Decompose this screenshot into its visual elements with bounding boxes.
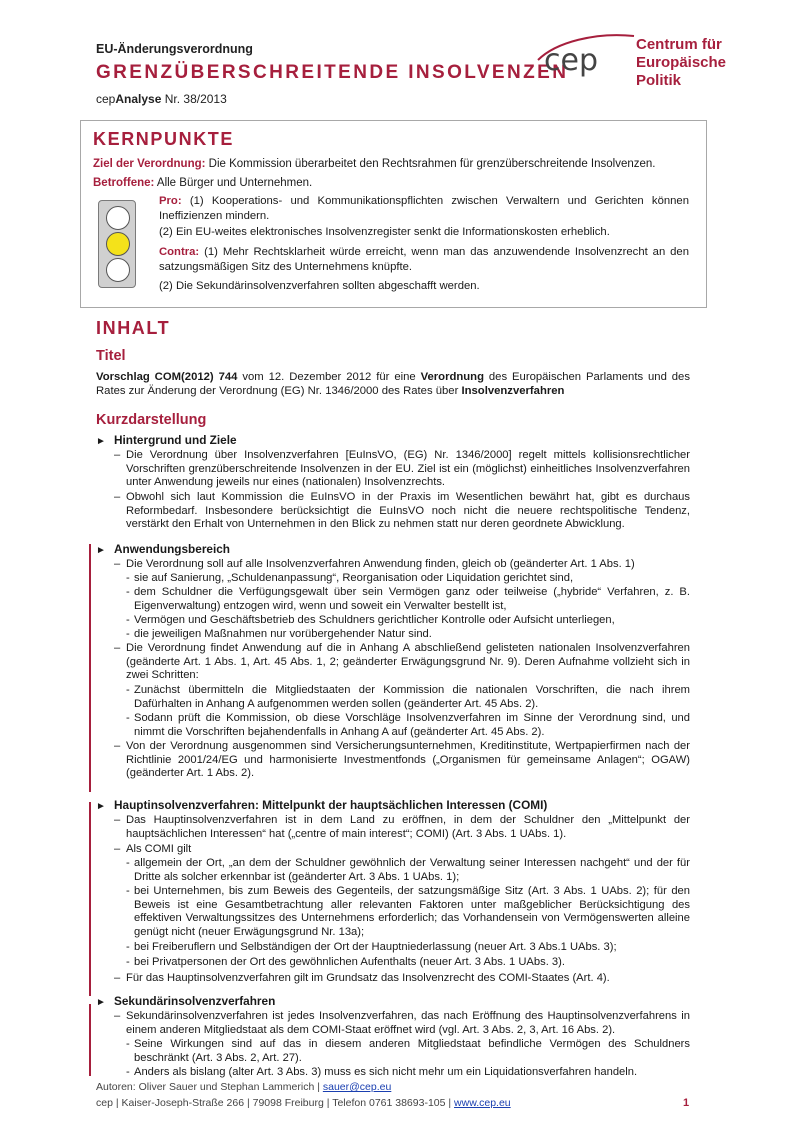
contra-2: (2) Die Sekundärinsolvenzverfahren sollten abgeschafft werden. [159, 280, 480, 292]
pro-2: (2) Ein EU-weites elektronisches Insolvenzregister senkt die Informationskosten erheblich. [159, 226, 610, 238]
goal-line: Ziel der Verordnung: Die Kommission überarbeitet den Rechtsrahmen für grenzüberschreitende Insolvenzen. [93, 158, 656, 170]
sub-item: - die jeweiligen Maßnahmen nur vorübergehender Natur sind. [126, 628, 432, 640]
sub-item: - allgemein der Ort, „an dem der Schuldner gewöhnlich der Verwaltung seiner Interessen nachgeht“ und der für Dritte als solcher erkennbar ist (geänderter Art. 3 Abs. 1 UAbs. 1); [126, 857, 690, 883]
list-item: – Von der Verordnung ausgenommen sind Versicherungsunternehmen, Kreditinstitute, Wertpapierfirmen nach der Richtlinie 2001/24/EG und harmonisierte Investmentfonds („Organismen für gemeinsame Anlagen“; OGAW) (geänderter Art. 1 Abs. 2). [114, 740, 690, 780]
content-heading: INHALT [96, 318, 171, 338]
list-item: – Als COMI gilt [114, 843, 192, 855]
triangle-right-icon: ► [96, 997, 106, 1008]
section-comi: ► Hauptinsolvenzverfahren: Mittelpunkt der hauptsächlichen Interessen (COMI) [96, 798, 548, 812]
authors-line: Autoren: Oliver Sauer und Stephan Lammerich | sauer@cep.eu [96, 1081, 392, 1093]
cep-logo [536, 32, 756, 92]
sub-item: - Sodann prüft die Kommission, ob diese Vorschläge Insolvenzverfahren im Sinne der Verordnung sind, und nimmt die Vorschriften bejahendenfalls in Anhang A auf (geänderter Art. 45 Abs. 2). [126, 712, 690, 738]
title-text: Vorschlag COM(2012) 744 vom 12. Dezember 2012 für eine Verordnung des Europäischen Parlaments und des Rates zur Änderung der Verordnung (EG) Nr. 1346/2000 des Rates über Insolvenzverfahren [96, 371, 690, 397]
change-bar [89, 544, 91, 792]
list-item: – Sekundärinsolvenzverfahren ist jedes Insolvenzverfahren, das nach Eröffnung des Hauptinsolvenzverfahrens in einem anderen Mitgliedstaat als dem COMI-Staat eröffnet wird (vgl. Art. 3 Abs. 2, 3, Art. 16 Abs. 2). [114, 1010, 690, 1036]
key-points-heading: KERNPUNKTE [93, 129, 235, 149]
triangle-right-icon: ► [96, 436, 106, 447]
list-item: – Für das Hauptinsolvenzverfahren gilt im Grundsatz das Insolvenzrecht des COMI-Staates (Art. 4). [114, 972, 610, 984]
author-email-link[interactable]: sauer@cep.eu [322, 1081, 392, 1093]
section-background: ► Hintergrund und Ziele [96, 433, 237, 447]
logo-wordmark: cep [544, 43, 598, 78]
issue-number: cepAnalyse Nr. 38/2013 [96, 92, 227, 106]
sub-item: - bei Privatpersonen der Ort des gewöhnlichen Aufenthalts (neuer Art. 3 Abs. 1 UAbs. 3). [126, 956, 565, 968]
triangle-right-icon: ► [96, 545, 106, 556]
sub-item: - sie auf Sanierung, „Schuldenanpassung“, Reorganisation oder Liquidation gerichtet sind, [126, 572, 574, 584]
document-kicker: EU-Änderungsverordnung [96, 42, 253, 56]
traffic-light-middle [106, 232, 130, 256]
pro-1: Pro: (1) Kooperations- und Kommunikationspflichten zwischen Verwaltern und Gerichten können Ineffizienzen mindern. [159, 195, 689, 222]
triangle-right-icon: ► [96, 801, 106, 812]
contra-1: Contra: (1) Mehr Rechtsklarheit würde erreicht, wenn man das anzuwendende Insolvenzrecht an den satzungsmäßigen Sitz des Unternehmens knüpfte. [159, 246, 689, 273]
title-heading: Titel [96, 348, 126, 364]
list-item: – Das Hauptinsolvenzverfahren ist in dem Land zu eröffnen, in dem der Schuldner den „Mittelpunkt der hauptsächlichen Interessen“ hat („centre of main interest“; COMI) (Art. 3 Abs. 1 UAbs. 1). [114, 814, 690, 840]
document-title: GRENZÜBERSCHREITENDE INSOLVENZEN [96, 62, 569, 83]
traffic-light-icon [98, 200, 136, 288]
summary-heading: Kurzdarstellung [96, 412, 207, 428]
sub-item: - Zunächst übermitteln die Mitgliedstaaten der Kommission die nationalen Vorschriften, die nach ihrem Dafürhalten in Anhang A aufgenommen werden sollen (geänderter Art. 45 Abs. 2). [126, 684, 690, 710]
traffic-light-bottom [106, 258, 130, 282]
logo-text: Centrum für Europäische Politik [636, 36, 727, 89]
address-line: cep | Kaiser-Joseph-Straße 266 | 79098 Freiburg | Telefon 0761 38693-105 | www.cep.eu [96, 1097, 511, 1109]
section-scope: ► Anwendungsbereich [96, 542, 231, 556]
list-item: – Die Verordnung über Insolvenzverfahren [EuInsVO, (EG) Nr. 1346/2000] regelt mittels kollisionsrechtlicher Vorschriften grenzüberschreitende Insolvenzen in der EU. Ziel ist ein (möglichst) einheitliches Insolvenzverfahren unter Anwendung jeweils nur eines (nationalen) Insolvenzrechts. [114, 449, 690, 489]
change-bar [89, 1004, 91, 1076]
section-secondary: ► Sekundärinsolvenzverfahren [96, 994, 276, 1008]
sub-item: - dem Schuldner die Verfügungsgewalt über sein Vermögen ganz oder teilweise („hybride“ Verfahren, z. B. Eigenverwaltung) entzogen wird, wenn und soweit ein Verwalter bestellt ist, [126, 586, 690, 612]
traffic-light-top [106, 206, 130, 230]
list-item: – Obwohl sich laut Kommission die EuInsVO in der Praxis im Wesentlichen bewährt hat, gibt es durchaus Reformbedarf. Insbesondere berücksichtigt die EuInsVO noch nicht die neuere rechtspolitische Tendenz, verstärkt den Erhalt von Unternehmen in den Blick zu nehmen statt nur deren geordnete Abwicklung. [114, 491, 690, 531]
page-number: 1 [683, 1097, 690, 1109]
cep-logo-icon [536, 32, 636, 82]
affected-line: Betroffene: Alle Bürger und Unternehmen. [93, 177, 313, 189]
list-item: – Die Verordnung findet Anwendung auf die in Anhang A abschließend gelisteten nationalen Insolvenzverfahren (geänderte Art. 1 Abs. 1, Art. 45 Abs. 1, 2; geänderter Erwägungsgrund Nr. 9). Deren Aufnahme vollzieht sich in zwei Schritten: [114, 642, 690, 682]
key-points-box [80, 120, 707, 308]
sub-item: - Vermögen und Geschäftsbetrieb des Schuldners gerichtlicher Kontrolle oder Aufsicht unterliegen, [126, 614, 615, 626]
sub-item: - Seine Wirkungen sind auf das in diesem anderen Mitgliedstaat befindliche Vermögen des Schuldners beschränkt (Art. 3 Abs. 2, Art. 27). [126, 1038, 690, 1064]
website-link[interactable]: www.cep.eu [454, 1097, 511, 1109]
sub-item: - bei Unternehmen, bis zum Beweis des Gegenteils, der satzungsmäßige Sitz (Art. 3 Abs. 1 UAbs. 2); für den Beweis ist eine Gesamtbetrachtung aller relevanten Faktoren unter maßgeblicher Berücksichtigung des effektiven Verwaltungssitzes des Unternehmens erforderlich; das Vorhandensein von Vermögenswerten alleine genügt nicht (neuer Erwägungsgrund Nr. 13a); [126, 885, 690, 938]
sub-item: - bei Freiberuflern und Selbständigen der Ort der Hauptniederlassung (neuer Art. 3 Abs.1 UAbs. 3); [126, 941, 617, 953]
sub-item: - Anders als bislang (alter Art. 3 Abs. 3) muss es sich nicht mehr um ein Liquidationsverfahren handeln. [126, 1066, 638, 1078]
change-bar [89, 802, 91, 996]
list-item: – Die Verordnung soll auf alle Insolvenzverfahren Anwendung finden, gleich ob (geänderter Art. 1 Abs. 1) [114, 558, 635, 570]
page-header [96, 36, 756, 110]
